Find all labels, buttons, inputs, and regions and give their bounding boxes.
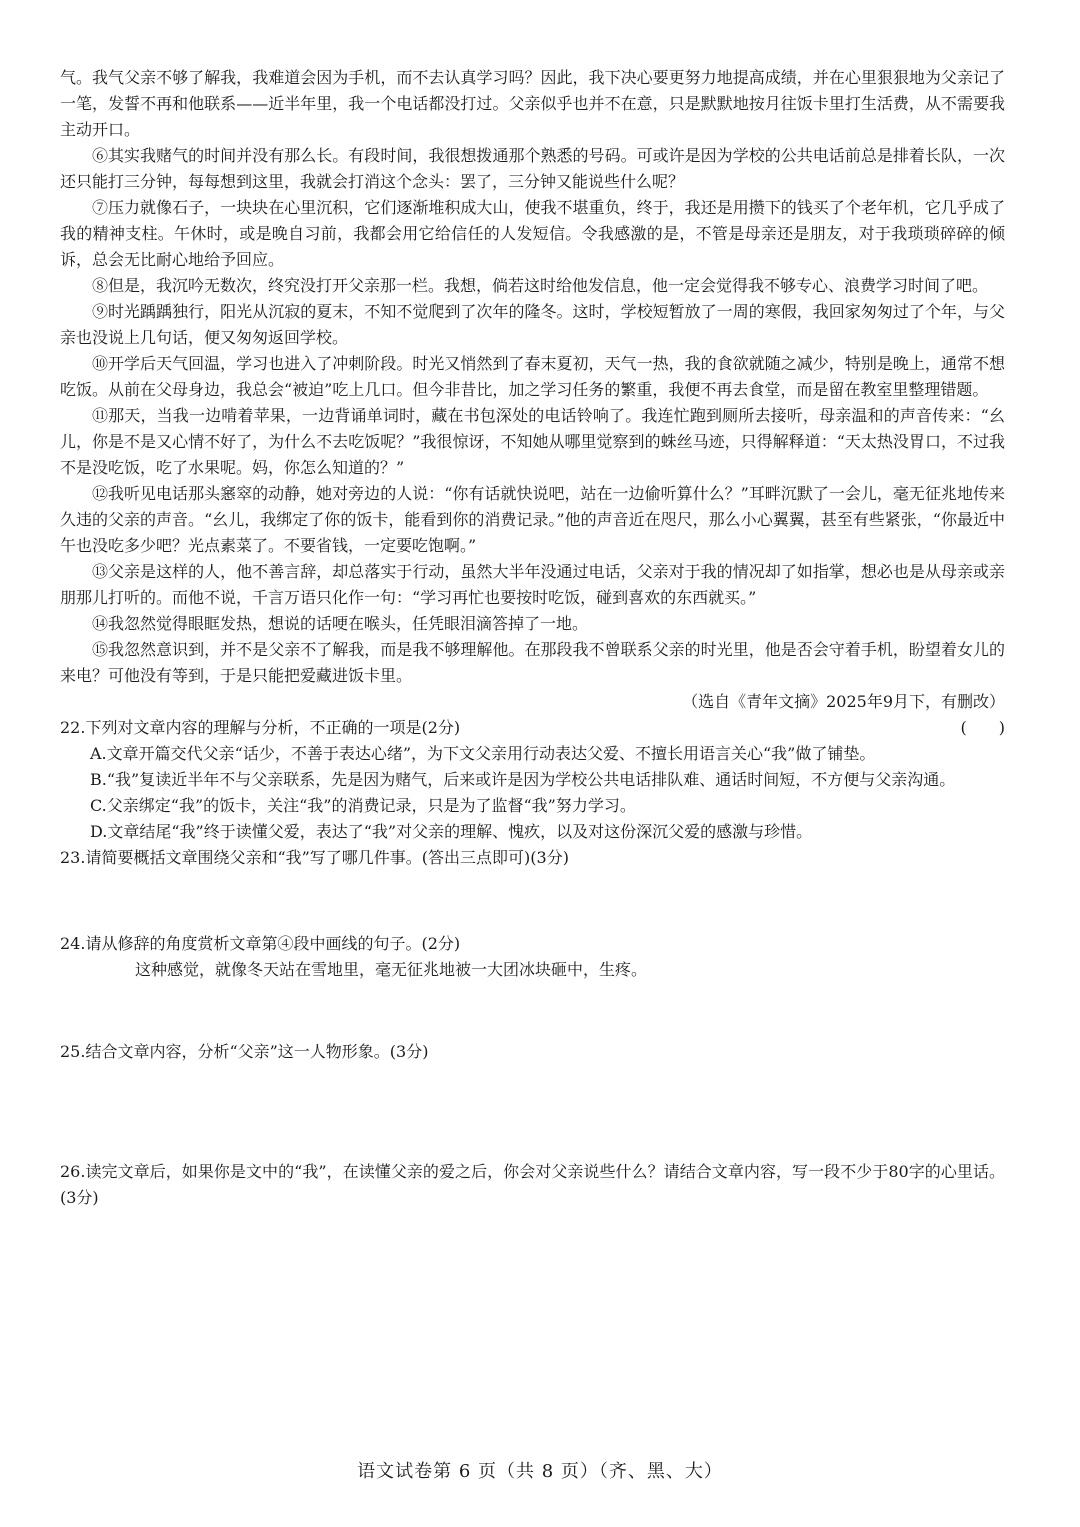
passage-paragraph: ⑪那天，当我一边啃着苹果，一边背诵单词时，藏在书包深处的电话铃响了。我连忙跑到厕所去接听，母亲温和的声音传来：“幺儿，你是不是又心情不好了，为什么不去吃饭呢？”我很惊讶，不知她从哪里觉察到的蛛丝马迹，只得解释道：“天太热没胃口，不过我不是没吃饭，吃了水果呢。妈，你怎么知道的？” bbox=[60, 406, 1005, 477]
question-25: 25.结合文章内容，分析“父亲”这一人物形象。(3分) bbox=[60, 1042, 429, 1061]
answer-space-23[interactable] bbox=[60, 871, 1005, 931]
question-22-stem: 22.下列对文章内容的理解与分析，不正确的一项是(2分) bbox=[60, 718, 461, 737]
option-b: B.“我”复读近半年不与父亲联系，先是因为赌气，后来或许是因为学校公共电话排队难、通话时间短，不方便与父亲沟通。 bbox=[90, 770, 956, 789]
option-d: D.文章结尾“我”终于读懂父爱，表达了“我”对父亲的理解、愧疚，以及对这份深沉父爱的感激与珍惜。 bbox=[90, 822, 813, 841]
passage-paragraph: ⑧但是，我沉吟无数次，终究没打开父亲那一栏。我想，倘若这时给他发信息，他一定会觉得我不够专心、浪费学习时间了吧。 bbox=[92, 276, 989, 295]
passage-paragraph: ⑭我忽然觉得眼眶发热，想说的话哽在喉头，任凭眼泪滴答掉了一地。 bbox=[92, 614, 589, 633]
passage-paragraph: ⑬父亲是这样的人，他不善言辞，却总落实于行动，虽然大半年没通过电话，父亲对于我的情况却了如指掌，想必也是从母亲或亲朋那儿打听的。而他不说，千言万语只化作一句：“学习再忙也要按时吃饭，碰到喜欢的东西就买。” bbox=[60, 562, 1005, 607]
underlined-sentence: 这种感觉，就像冬天站在雪地里，毫无征兆地被一大团冰块砸中，生疼。 bbox=[135, 960, 648, 979]
passage-paragraph: ⑩开学后天气回温，学习也进入了冲刺阶段。时光又悄然到了春末夏初，天气一热，我的食欲就随之减少，特别是晚上，通常不想吃饭。从前在父母身边，我总会“被迫”吃上几口。但今非昔比，加之学习任务的繁重，我便不再去食堂，而是留在教室里整理错题。 bbox=[60, 354, 1005, 399]
answer-space-25[interactable] bbox=[60, 1065, 1005, 1159]
passage-paragraph: ⑫我听见电话那头窸窣的动静，她对旁边的人说：“你有话就快说吧，站在一边偷听算什么？”耳畔沉默了一会儿，毫无征兆地传来久违的父亲的声音。“幺儿，我绑定了你的饭卡，能看到你的消费记录。”他的声音近在咫尺，那么小心翼翼，甚至有些紧张，“你最近中午也没吃多少吧？光点素菜了。不要省钱，一定要吃饱啊。” bbox=[60, 484, 1005, 555]
answer-bracket[interactable]: ( ) bbox=[960, 718, 1005, 737]
question-22 bbox=[60, 715, 1005, 741]
question-23: 23.请简要概括文章围绕父亲和“我”写了哪几件事。(答出三点即可)(3分) bbox=[60, 848, 569, 867]
answer-space-24[interactable] bbox=[60, 983, 1005, 1039]
passage-paragraph: 气。我气父亲不够了解我，我难道会因为手机，而不去认真学习吗？因此，我下决心要更努力地提高成绩，并在心里狠狠地为父亲记了一笔，发誓不再和他联系——近半年里，我一个电话都没打过。父亲似乎也并不在意，只是默默地按月往饭卡里打生活费，从不需要我主动开口。 bbox=[60, 68, 1005, 139]
option-c: C.父亲绑定“我”的饭卡，关注“我”的消费记录，只是为了监督“我”努力学习。 bbox=[90, 796, 636, 815]
question-24: 24.请从修辞的角度赏析文章第④段中画线的句子。(2分) bbox=[60, 934, 461, 953]
passage-paragraph: ⑥其实我赌气的时间并没有那么长。有段时间，我很想拨通那个熟悉的号码。可或许是因为学校的公共电话前总是排着长队，一次还只能打三分钟，每每想到这里，我就会打消这个念头：罢了，三分钟又能说些什么呢？ bbox=[60, 146, 1005, 191]
source-citation: （选自《青年文摘》2025年9月下，有删改） bbox=[682, 692, 1005, 711]
passage-paragraph: ⑨时光踽踽独行，阳光从沉寂的夏末，不知不觉爬到了次年的隆冬。这时，学校短暂放了一周的寒假，我回家匆匆过了个年，与父亲也没说上几句话，便又匆匆返回学校。 bbox=[60, 302, 1005, 347]
passage-paragraph: ⑦压力就像石子，一块块在心里沉积，它们逐渐堆积成大山，使我不堪重负，终于，我还是用攒下的钱买了个老年机，它几乎成了我的精神支柱。午休时，或是晚自习前，我都会用它给信任的人发短信。令我感激的是，不管是母亲还是朋友，对于我琐琐碎碎的倾诉，总会无比耐心地给予回应。 bbox=[60, 198, 1005, 269]
option-a: A.文章开篇交代父亲“话少，不善于表达心绪”，为下文父亲用行动表达父爱、不擅长用语言关心“我”做了铺垫。 bbox=[90, 744, 876, 763]
page-footer: 语文试卷第 6 页（共 8 页）（齐、黑、大） bbox=[357, 1461, 723, 1482]
passage-paragraph: ⑮我忽然意识到，并不是父亲不了解我，而是我不够理解他。在那段我不曾联系父亲的时光里，他是否会守着手机，盼望着女儿的来电？可他没有等到，于是只能把爱藏进饭卡里。 bbox=[60, 640, 1005, 685]
question-26: 26.读完文章后，如果你是文中的“我”，在读懂父亲的爱之后，你会对父亲说些什么？请结合文章内容，写一段不少于80字的心里话。(3分) bbox=[60, 1162, 1005, 1207]
page-content bbox=[60, 65, 1005, 1211]
